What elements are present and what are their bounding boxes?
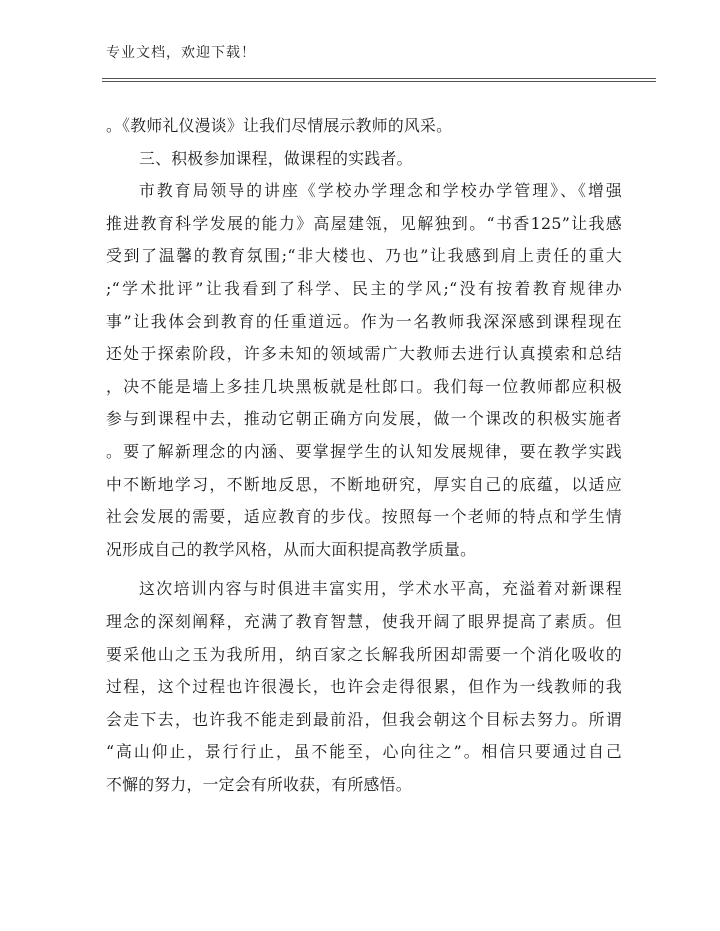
- header-rule-bottom: [102, 81, 656, 82]
- text-line: 过程，这个过程也许很漫长，也许会走得很累，但作为一线教师的我: [106, 677, 622, 697]
- text-line: 还处于探索阶段，许多未知的领域需广大教师去进行认真摸索和总结: [106, 344, 622, 364]
- text-line: “高山仰止，景行行止，虽不能至，心向往之”。相信只要通过自己: [106, 742, 622, 762]
- text-line: 要采他山之玉为我所用，纳百家之长解我所困却需要一个消化吸收的: [106, 644, 622, 664]
- section-heading: 三、积极参加课程，做课程的实践者。: [139, 148, 413, 168]
- text-line: 社会发展的需要，适应教育的步伐。按照每一个老师的特点和学生情: [106, 507, 622, 527]
- text-line: 会走下去，也许我不能走到最前沿，但我会朝这个目标去努力。所谓: [106, 709, 622, 729]
- document-body: [106, 110, 622, 801]
- page-header: 专业文档，欢迎下载！: [106, 45, 256, 61]
- text-line: 不懈的努力，一定会有所收获，有所感悟。: [106, 774, 412, 794]
- text-line: 事”让我体会到教育的任重道远。作为一名教师我深深感到课程现在: [106, 311, 622, 331]
- text-line: 这次培训内容与时俱进丰富实用，学术水平高，充溢着对新课程: [139, 579, 622, 599]
- text-line: 市教育局领导的讲座《学校办学理念和学校办学管理》、《增强: [139, 181, 622, 201]
- text-line: 中不断地学习，不断地反思，不断地研究，厚实自己的底蕴，以适应: [106, 474, 622, 494]
- text-line: 。《教师礼仪漫谈》让我们尽情展示教师的风采。: [106, 116, 453, 135]
- header-rule-top: [102, 78, 656, 79]
- text-line: 推进教育科学发展的能力》高屋建瓴，见解独到。“书香125”让我感: [106, 213, 622, 233]
- text-line: ，决不能是墙上多挂几块黑板就是杜郎口。我们每一位教师都应积极: [106, 376, 622, 396]
- text-line: 况形成自己的教学风格，从而大面积提高教学质量。: [106, 539, 477, 559]
- text-line: ;“学术批评”让我看到了科学、民主的学风;“没有按着教育规律办: [106, 278, 622, 298]
- text-line: 。要了解新理念的内涵、要掌握学生的认知发展规律，要在教学实践: [106, 441, 622, 461]
- text-line: 受到了温馨的教育氛围;“非大楼也、乃也”让我感到肩上责任的重大: [106, 246, 622, 266]
- text-line: 参与到课程中去，推动它朝正确方向发展，做一个课改的积极实施者: [106, 409, 622, 429]
- text-line: 理念的深刻阐释，充满了教育智慧，使我开阔了眼界提高了素质。但: [106, 611, 622, 631]
